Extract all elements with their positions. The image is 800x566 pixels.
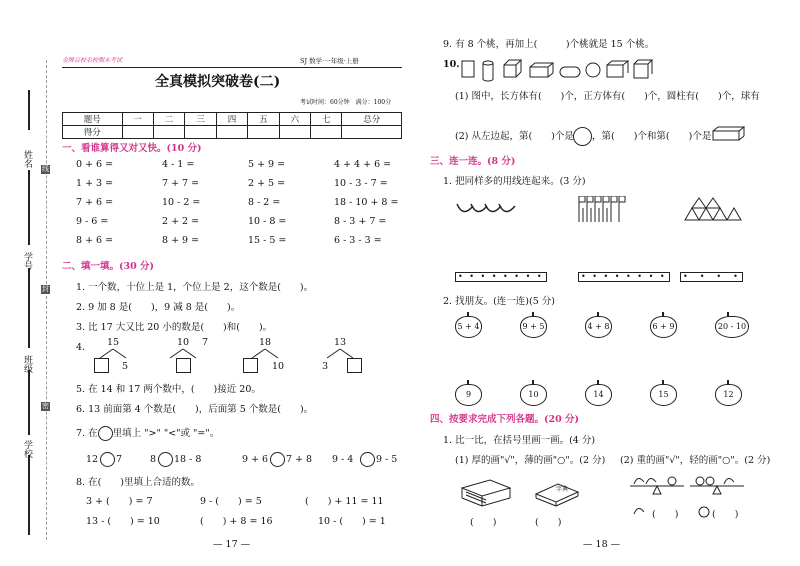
banana-icon	[485, 204, 501, 212]
arith-item: 7 + 7 =	[162, 178, 200, 189]
q7-suffix: 里填上 ">" "<"或 "="。	[112, 428, 220, 439]
page-number-left: — 17 —	[213, 539, 251, 550]
arith-item: 0 + 6 =	[76, 159, 114, 170]
compare-left: 9 + 6	[242, 454, 269, 465]
seal-mark: 密	[42, 402, 49, 410]
arith-item: 9 - 6 =	[76, 216, 109, 227]
apple-icon	[706, 477, 714, 485]
fill-equation: 3 + ( ) = 7	[86, 496, 153, 507]
compare-left: 12	[86, 454, 99, 465]
answer-box[interactable]	[94, 358, 109, 373]
apple-number[interactable]: 12	[715, 384, 742, 406]
question-2-7	[76, 425, 219, 441]
score-header-cell: 二	[153, 113, 184, 126]
question-2-1: 1. 一个数，十位上是 1，个位上是 2，这个数是( )。	[76, 282, 314, 293]
tree-branch	[252, 349, 265, 358]
compare-right: 7	[116, 454, 123, 465]
tree-top: 15	[107, 337, 120, 348]
banana-icon	[634, 508, 644, 514]
answer-bracket[interactable]: ( )	[470, 517, 497, 528]
circle-icon	[98, 426, 113, 441]
seal-line	[46, 60, 47, 540]
answer-bracket[interactable]: ( )	[652, 509, 679, 520]
compare-left: 9 - 4	[332, 454, 354, 465]
score-cell[interactable]	[185, 126, 216, 139]
fill-equation: 13 - ( ) = 10	[86, 516, 160, 527]
score-header-cell: 五	[248, 113, 279, 126]
pear-icon	[699, 507, 709, 517]
score-header-cell: 一	[122, 113, 153, 126]
cube-shape	[634, 64, 648, 78]
banana-icon	[634, 478, 644, 484]
arith-item: 2 + 5 =	[248, 178, 286, 189]
section3-heading: 三、连一连。(8 分)	[430, 156, 516, 167]
compare-row	[86, 452, 406, 468]
compare-circle[interactable]	[360, 452, 375, 467]
score-table	[62, 112, 402, 139]
arith-item: 6 - 3 - 3 =	[334, 235, 382, 246]
binding-line	[28, 268, 30, 348]
arith-item: 1 + 3 =	[76, 178, 114, 189]
apple-expression[interactable]: 5 + 4	[455, 316, 482, 338]
dot-card: • • • • • • • •	[578, 272, 670, 282]
sphere-shape	[586, 63, 600, 77]
arith-item: 10 - 2 =	[162, 197, 201, 208]
score-cell[interactable]	[311, 126, 342, 139]
fill-equation: 10 - ( ) = 1	[318, 516, 386, 527]
seal-mark: 线	[42, 165, 49, 173]
cylinder-shape	[483, 61, 493, 65]
section4-question-1-1: (1) 厚的画"√"，薄的画"○"。(2 分)	[455, 455, 606, 466]
binding-line	[28, 455, 30, 535]
page-title: 全真模拟突破卷(二)	[155, 74, 281, 90]
cuboid-shape	[462, 61, 474, 77]
section3-question-1: 1. 把同样多的用线连起来。(3 分)	[443, 176, 586, 187]
score-cell[interactable]	[216, 126, 247, 139]
answer-bracket[interactable]: ( )	[712, 509, 739, 520]
apple-icon	[668, 477, 676, 485]
flag-icons	[579, 196, 625, 222]
compare-circle[interactable]	[270, 452, 285, 467]
arith-item: 5 + 9 =	[248, 159, 286, 170]
school-label: 学校	[22, 440, 32, 458]
score-cell[interactable]	[248, 126, 279, 139]
apple-expression[interactable]: 4 + 8	[585, 316, 612, 338]
arith-item: 10 - 8 =	[248, 216, 287, 227]
question-2-6: 6. 13 前面第 4 个数是( )，后面第 5 个数是( )。	[76, 404, 314, 415]
student-number-label: 学号	[22, 252, 32, 270]
subject-label: SJ 数学·一年级·上册	[300, 57, 359, 65]
arith-item: 10 - 3 - 7 =	[334, 178, 388, 189]
score-cell[interactable]	[122, 126, 153, 139]
score-header-cell: 总分	[342, 113, 402, 126]
answer-box[interactable]	[176, 358, 191, 373]
compare-right: 7 + 8	[286, 454, 313, 465]
question-2-5: 5. 在 14 和 17 两个数中，( )接近 20。	[76, 384, 261, 395]
compare-right: 9 - 5	[376, 454, 398, 465]
section1-heading: 一、看谁算得又对又快。(10 分)	[62, 143, 202, 154]
pear-icon	[724, 478, 734, 484]
tree-branch	[100, 349, 113, 358]
apple-expression[interactable]: 20 - 10	[715, 316, 749, 338]
cylinder-shape	[560, 67, 580, 77]
cuboid-shape	[607, 65, 623, 77]
question-10-2a: (2) 从左边起，第( )个是	[455, 131, 574, 142]
answer-bracket[interactable]: ( )	[535, 517, 562, 528]
exam-info: 考试时间：60分钟 满分：100分	[300, 99, 392, 106]
arith-item: 8 + 9 =	[162, 235, 200, 246]
compare-circle[interactable]	[158, 452, 173, 467]
binding-line	[28, 90, 30, 130]
matching-pictures	[455, 196, 755, 226]
sphere-icon	[573, 127, 592, 146]
score-cell[interactable]	[342, 126, 402, 139]
score-header-cell: 六	[279, 113, 310, 126]
score-row-label: 得分	[63, 126, 123, 139]
section4-heading: 四、按要求完成下列各题。(20 分)	[430, 414, 580, 425]
question-2-8: 8. 在( )里填上合适的数。	[76, 477, 200, 488]
fill-equation: 9 - ( ) = 5	[200, 496, 262, 507]
score-cell[interactable]	[153, 126, 184, 139]
arith-item: 15 - 5 =	[248, 235, 287, 246]
arith-item: 8 - 2 =	[248, 197, 281, 208]
apple-number[interactable]: 10	[520, 384, 547, 406]
compare-circle[interactable]	[100, 452, 115, 467]
arith-item: 8 + 6 =	[76, 235, 114, 246]
section2-heading: 二、填一填。(30 分)	[62, 261, 155, 272]
tree-left: 7	[202, 337, 209, 348]
q7-prefix: 7. 在	[76, 428, 98, 439]
score-header-cell: 四	[216, 113, 247, 126]
arith-item: 4 + 4 + 6 =	[334, 159, 392, 170]
tree-top: 13	[334, 337, 347, 348]
banana-icon	[457, 204, 473, 212]
arith-item: 7 + 6 =	[76, 197, 114, 208]
cuboid-shape	[530, 67, 548, 77]
question-9: 9. 有 8 个桃，再加上( )个桃就是 15 个桃。	[443, 39, 655, 50]
tree-branch	[113, 349, 126, 358]
score-header-cell: 题号	[63, 113, 123, 126]
tree-top: 18	[259, 337, 272, 348]
question-2-3: 3. 比 17 大又比 20 小的数是( )和( )。	[76, 322, 273, 333]
apple-expression[interactable]: 6 + 9	[650, 316, 677, 338]
arith-item: 2 + 2 =	[162, 216, 200, 227]
tree-right: 10	[272, 361, 285, 372]
book-title: 字典	[556, 486, 569, 493]
cuboid-icon	[712, 126, 746, 142]
dot-card: • • • • • • • •	[455, 272, 547, 282]
header-rule	[62, 67, 402, 68]
fill-equation: ( ) + 11 = 11	[305, 496, 384, 507]
section3-question-2: 2. 找朋友。(连一连)(5 分)	[443, 296, 555, 307]
seal-mark: 封	[42, 285, 49, 293]
apple-number[interactable]: 15	[650, 384, 677, 406]
answer-box[interactable]	[243, 358, 258, 373]
question-2-4-label: 4.	[76, 342, 86, 353]
cube-shape	[504, 65, 516, 77]
compare-right: 18 - 8	[174, 454, 202, 465]
class-label: 班级	[22, 355, 32, 373]
tree-branch	[340, 349, 353, 358]
solid-shapes	[460, 55, 660, 87]
arith-item: 18 - 10 + 8 =	[334, 197, 399, 208]
score-header-cell: 三	[185, 113, 216, 126]
triangle-icons	[685, 198, 741, 220]
tree-left: 3	[322, 361, 329, 372]
banana-icon	[471, 204, 487, 212]
apple-number[interactable]: 9	[455, 384, 482, 406]
score-header-cell: 七	[311, 113, 342, 126]
binding-line	[28, 370, 30, 435]
fill-equation: ( ) + 8 = 16	[200, 516, 273, 527]
tree-branch	[327, 349, 340, 358]
page-number-right: — 18 —	[583, 539, 621, 550]
question-10-label: 10.	[443, 59, 460, 70]
apple-number[interactable]: 14	[585, 384, 612, 406]
arith-item: 4 - 1 =	[162, 159, 195, 170]
tree-branch	[265, 349, 278, 358]
apple-icon	[696, 477, 704, 485]
question-10-2b: ，第( )个和第( )个是	[592, 131, 712, 142]
tree-branch	[170, 349, 183, 358]
question-10-1: (1) 图中，长方体有( )个，正方体有( )个，圆柱有( )个，球有	[455, 91, 760, 102]
books-picture	[460, 474, 590, 508]
binding-line	[28, 170, 30, 245]
banana-icon	[499, 204, 515, 212]
score-cell[interactable]	[279, 126, 310, 139]
arith-item: 8 - 3 + 7 =	[334, 216, 387, 227]
name-label: 姓名	[22, 150, 32, 168]
series-label: 金牌百校名校期末考试	[62, 57, 123, 64]
banana-icon	[646, 478, 656, 484]
answer-box[interactable]	[347, 358, 362, 373]
tree-top: 10	[177, 337, 190, 348]
thick-book-icon	[462, 480, 510, 506]
apple-expression[interactable]: 9 + 5	[520, 316, 547, 338]
question-2-2: 2. 9 加 8 是( )，9 减 8 是( )。	[76, 302, 241, 313]
compare-left: 8	[150, 454, 157, 465]
section4-question-1-2: (2) 重的画"√"，轻的画"○"。(2 分)	[620, 455, 771, 466]
tree-right: 5	[122, 361, 129, 372]
tree-branch	[183, 349, 196, 358]
section4-question-1: 1. 比一比，在括号里画一画。(4 分)	[443, 435, 596, 446]
dot-card: • • • •	[680, 272, 743, 282]
